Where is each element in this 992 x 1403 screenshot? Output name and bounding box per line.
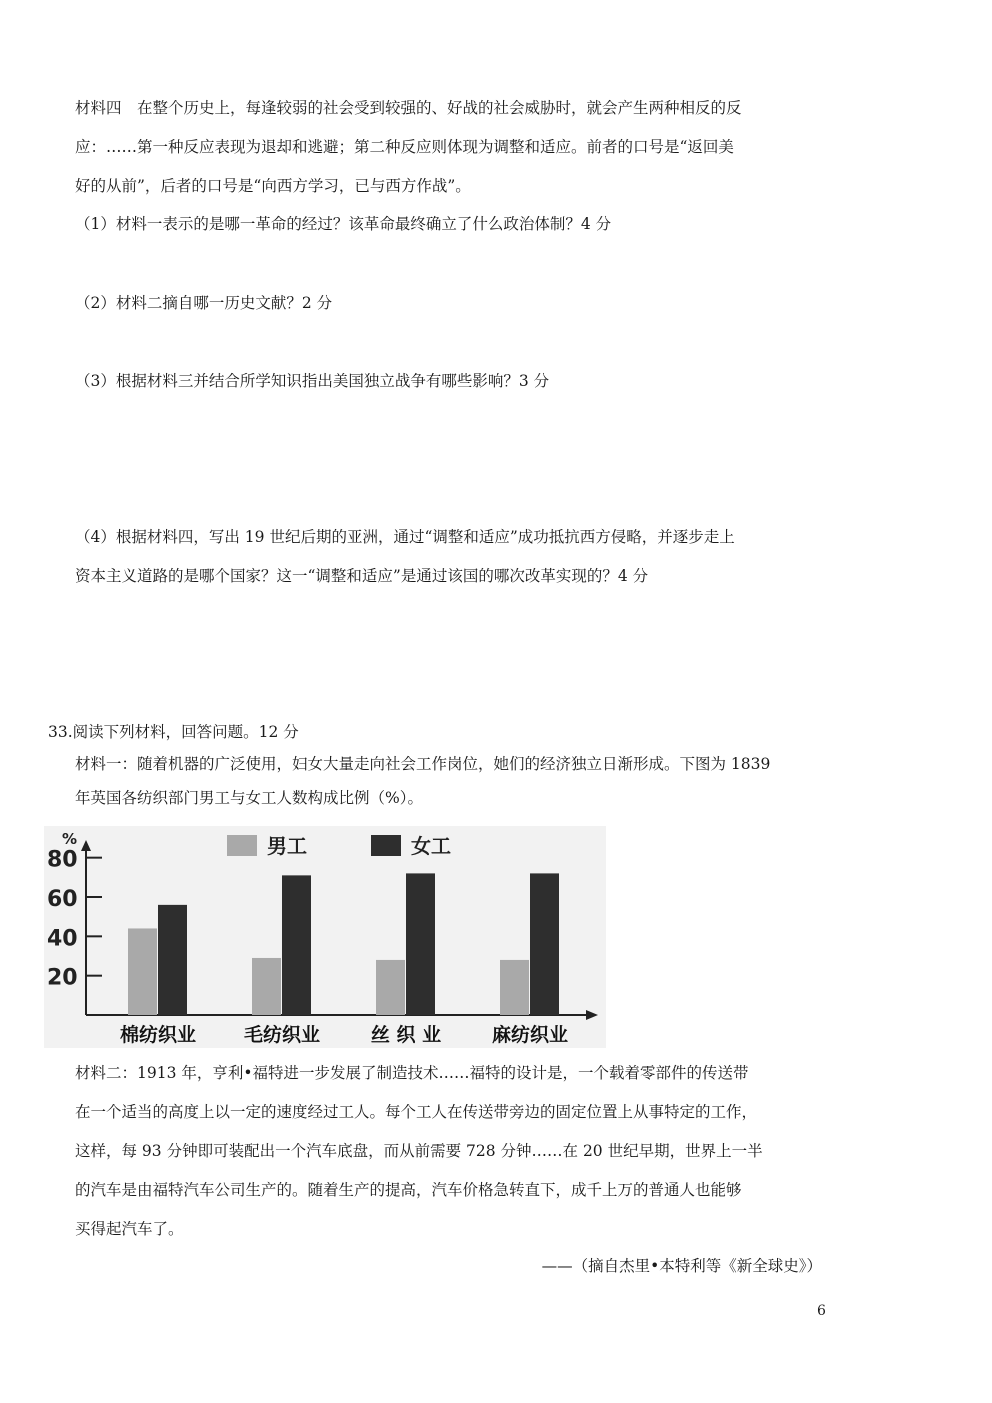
- q33-material-2-line-3: 这样，每 93 分钟即可装配出一个汽车底盘，而从前需要 728 分钟……在 20 世纪早期，世界上一半: [75, 1142, 763, 1160]
- legend-swatch-2: [371, 835, 401, 856]
- q33-material-1-line-1: 材料一：随着机器的广泛使用，妇女大量走向社会工作岗位，她们的经济独立日渐形成。下图为 1839: [75, 755, 771, 773]
- question-4-line-1: （4）根据材料四，写出 19 世纪后期的亚洲，通过“调整和适应”成功抵抗西方侵略，并逐步走上: [75, 528, 735, 546]
- y-tick-label: 60: [47, 887, 78, 912]
- category-label-4: 麻纺织业: [491, 1024, 569, 1046]
- material-4-line-1: 材料四 在整个历史上，每逢较弱的社会受到较强的、好战的社会威胁时，就会产生两种相反的反: [75, 99, 742, 117]
- q33-material-2-line-1: 材料二：1913 年，亨利•福特进一步发展了制造技术……福特的设计是，一个载着零部件的传送带: [75, 1064, 749, 1082]
- y-axis-label: %: [62, 830, 78, 848]
- q33-material-2-line-2: 在一个适当的高度上以一定的速度经过工人。每个工人在传送带旁边的固定位置上从事特定的工作，: [75, 1103, 758, 1121]
- question-33-heading: 33.阅读下列材料，回答问题。12 分: [48, 723, 299, 741]
- textile-workers-chart: [44, 826, 606, 1048]
- category-label-3: 丝 织 业: [370, 1024, 442, 1046]
- q33-material-1-line-2: 年英国各纺织部门男工与女工人数构成比例（%）。: [75, 789, 423, 807]
- y-axis-arrow: [81, 840, 91, 851]
- chart-svg: [44, 826, 606, 1048]
- q33-material-2-line-5: 买得起汽车了。: [75, 1220, 184, 1238]
- material-4-line-3: 好的从前”，后者的口号是“向西方学习，已与西方作战”。: [75, 177, 471, 195]
- question-1: （1）材料一表示的是哪一革命的经过？该革命最终确立了什么政治体制？4 分: [75, 215, 612, 233]
- y-tick-label: 40: [47, 926, 78, 952]
- bar-male-2: [252, 958, 281, 1015]
- page-number: 6: [817, 1303, 826, 1319]
- question-4-line-2: 资本主义道路的是哪个国家？这一“调整和适应”是通过该国的哪次改革实现的？4 分: [75, 567, 649, 585]
- legend-swatch-1: [227, 835, 257, 856]
- q33-material-2-line-4: 的汽车是由福特汽车公司生产的。随着生产的提高，汽车价格急转直下，成千上万的普通人也能够: [75, 1181, 742, 1199]
- bar-male-1: [128, 928, 157, 1015]
- bar-female-4: [530, 873, 559, 1015]
- bar-male-3: [376, 960, 405, 1015]
- category-label-2: 毛纺织业: [243, 1024, 321, 1046]
- category-label-1: 棉纺织业: [119, 1024, 197, 1046]
- bar-female-2: [282, 875, 311, 1015]
- x-axis-arrow: [586, 1010, 598, 1020]
- question-2: （2）材料二摘自哪一历史文献？2 分: [75, 294, 333, 312]
- y-tick-label: 80: [47, 847, 78, 873]
- bar-female-1: [158, 905, 187, 1015]
- source-citation: ——（摘自杰里•本特利等《新全球史》）: [541, 1257, 822, 1275]
- legend-label-1: 男工: [267, 834, 307, 858]
- bar-male-4: [500, 960, 529, 1015]
- material-4-line-2: 应：……第一种反应表现为退却和逃避；第二种反应则体现为调整和适应。前者的口号是“返回美: [75, 138, 734, 156]
- legend-label-2: 女工: [411, 834, 451, 858]
- y-tick-label: 20: [47, 965, 78, 991]
- question-3: （3）根据材料三并结合所学知识指出美国独立战争有哪些影响？3 分: [75, 372, 550, 390]
- bar-female-3: [406, 873, 435, 1015]
